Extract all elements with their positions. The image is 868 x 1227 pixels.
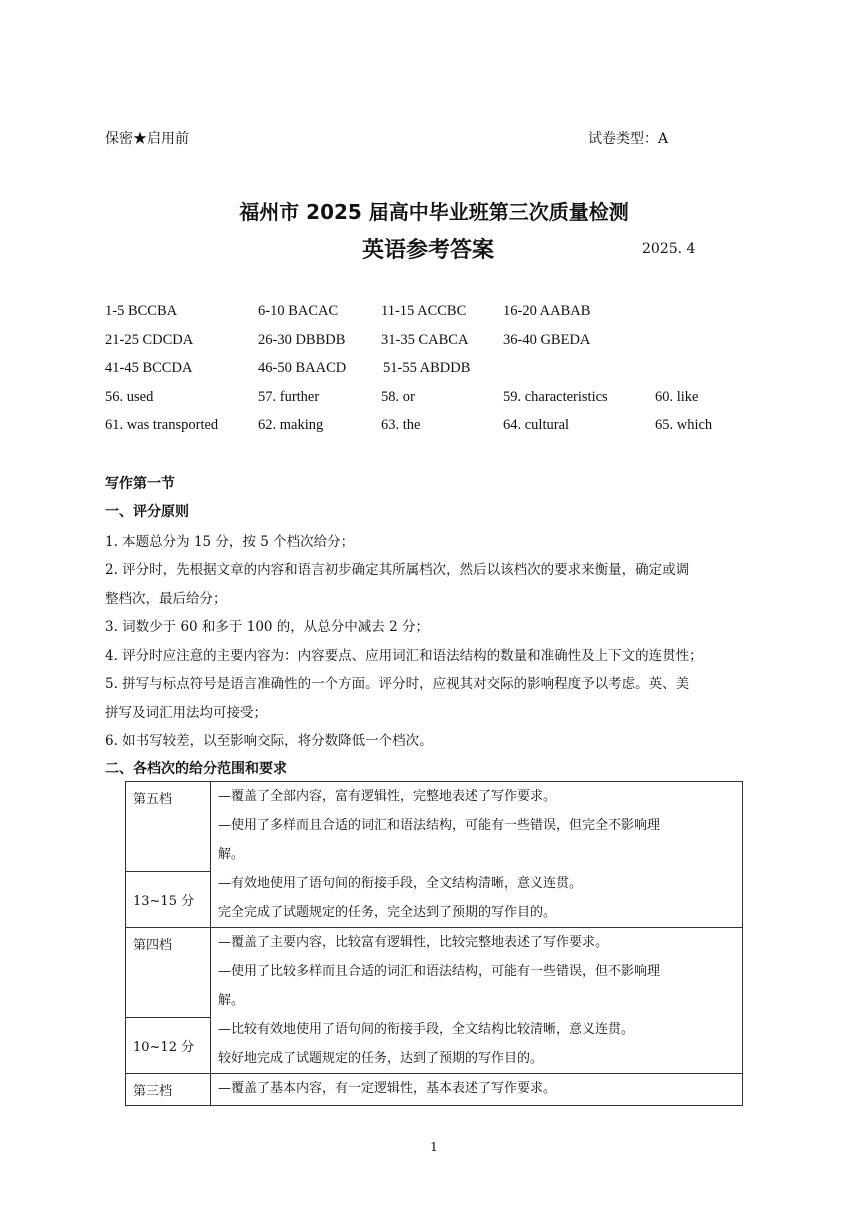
scoring-table — [125, 781, 743, 1106]
answer-cell: 60. like — [655, 389, 699, 405]
answer-cell: 6-10 BACAC — [258, 303, 339, 319]
level-desc-line: —覆盖了全部内容，富有逻辑性，完整地表述了写作要求。 — [218, 789, 557, 804]
level-name-cell — [126, 1074, 211, 1106]
document-subtitle: 英语参考答案 — [362, 238, 495, 263]
level-name: 第四档 — [133, 938, 173, 953]
level-range-cell — [126, 1017, 211, 1073]
answer-cell: 16-20 AABAB — [503, 303, 591, 319]
answer-cell: 61. was transported — [105, 417, 219, 433]
answer-cell: 11-15 ACCBC — [381, 303, 467, 319]
level-desc-line: 解。 — [218, 847, 245, 862]
section-title: 写作第一节 — [105, 476, 175, 492]
level-desc-line: —使用了比较多样而且合适的词汇和语法结构，可能有一些错误，但不影响理 — [218, 964, 661, 979]
level-name: 第五档 — [133, 792, 173, 807]
principle-line: 1. 本题总分为 15 分，按 5 个档次给分； — [105, 534, 355, 550]
level-range: 13~15 分 — [133, 893, 195, 909]
document-date: 2025. 4 — [642, 241, 696, 257]
principle-line: 5. 拼写与标点符号是语言准确性的一个方面。评分时，应视其对交际的影响程度予以考虑。英、美 — [105, 676, 690, 692]
answer-cell: 57. further — [258, 389, 320, 405]
answer-cell: 59. characteristics — [503, 389, 608, 405]
answer-cell: 56. used — [105, 389, 154, 405]
principle-line: 4. 评分时应注意的主要内容为：内容要点、应用词汇和语法结构的数量和准确性及上下文的连贯性； — [105, 648, 703, 664]
page-number: 1 — [430, 1140, 438, 1154]
document-title: 福州市 2025 届高中毕业班第三次质量检测 — [239, 200, 629, 224]
principles-heading: 一、评分原则 — [105, 504, 189, 520]
principle-line: 2. 评分时，先根据文章的内容和语言初步确定其所属档次，然后以该档次的要求来衡量，确定或调 — [105, 562, 690, 578]
table-row — [126, 928, 743, 1018]
level-desc-line: —有效地使用了语句间的衔接手段，全文结构清晰，意义连贯。 — [218, 876, 583, 891]
levels-heading: 二、各档次的给分范围和要求 — [105, 761, 287, 777]
level-desc-cell — [211, 1074, 743, 1106]
level-desc-line: —使用了多样而且合适的词汇和语法结构，可能有一些错误，但完全不影响理 — [218, 818, 661, 833]
answer-cell: 26-30 DBBDB — [258, 332, 346, 348]
principle-line: 整档次，最后给分； — [105, 591, 227, 607]
answer-cell: 21-25 CDCDA — [105, 332, 194, 348]
answer-cell: 46-50 BAACD — [258, 360, 347, 376]
level-desc-line: 完全完成了试题规定的任务，完全达到了预期的写作目的。 — [218, 905, 557, 920]
answer-cell: 62. making — [258, 417, 324, 433]
answer-cell: 1-5 BCCBA — [105, 303, 178, 319]
level-desc-line: —比较有效地使用了语句间的衔接手段，全文结构比较清晰，意义连贯。 — [218, 1022, 635, 1037]
principle-line: 6. 如书写较差，以至影响交际，将分数降低一个档次。 — [105, 733, 433, 749]
answer-cell: 65. which — [655, 417, 713, 433]
answer-cell: 58. or — [381, 389, 415, 405]
level-desc-line: —覆盖了基本内容，有一定逻辑性，基本表述了写作要求。 — [218, 1081, 557, 1096]
answer-cell: 41-45 BCCDA — [105, 360, 193, 376]
level-desc-line: 较好地完成了试题规定的任务，达到了预期的写作目的。 — [218, 1051, 544, 1066]
answer-cell: 64. cultural — [503, 417, 570, 433]
level-desc-cell — [211, 928, 743, 1074]
principle-line: 拼写及词汇用法均可接受； — [105, 705, 267, 721]
level-desc-cell — [211, 782, 743, 928]
paper-type-label: 试卷类型：A — [588, 131, 669, 147]
table-row — [126, 782, 743, 872]
level-range: 10~12 分 — [133, 1039, 195, 1055]
level-desc-line: —覆盖了主要内容，比较富有逻辑性，比较完整地表述了写作要求。 — [218, 935, 609, 950]
level-name: 第三档 — [133, 1084, 173, 1099]
secrecy-label: 保密★启用前 — [105, 131, 189, 147]
answer-cell: 36-40 GBEDA — [503, 332, 591, 348]
table-row — [126, 1074, 743, 1106]
answer-cell: 31-35 CABCA — [381, 332, 469, 348]
level-name-cell — [126, 928, 211, 1018]
level-desc-line: 解。 — [218, 993, 245, 1008]
answer-cell: 63. the — [381, 417, 421, 433]
principle-line: 3. 词数少于 60 和多于 100 的，从总分中减去 2 分； — [105, 619, 429, 635]
level-range-cell — [126, 871, 211, 927]
level-name-cell — [126, 782, 211, 872]
answer-cell: 51-55 ABDDB — [383, 360, 471, 376]
